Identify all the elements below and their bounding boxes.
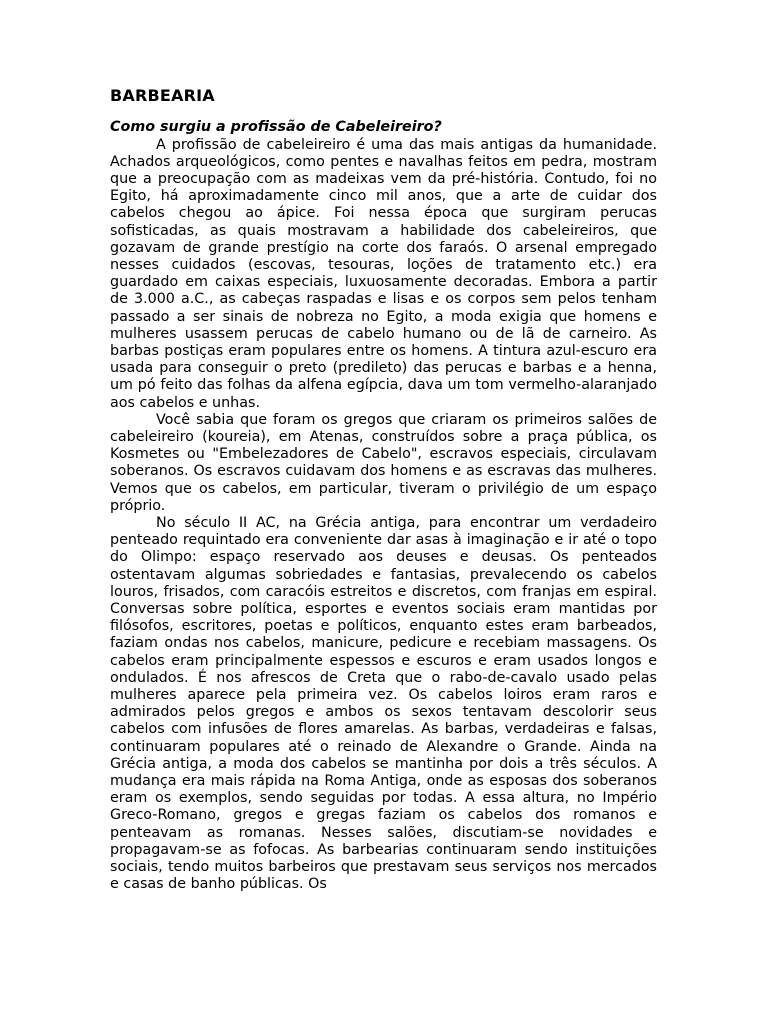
document-subtitle: Como surgiu a profissão de Cabeleireiro?: [110, 119, 442, 135]
paragraph-3: No século II AC, na Grécia antiga, para encontrar um verdadeiro penteado requintado era conveniente dar asas à imaginação e ir até o topo do Olimpo: espaço reservado aos deuses e deusas. Os penteados ostentavam algumas sobriedades e fantasias, prevalecendo os cabelos louros, frisados, com caracóis estreitos e discretos, com franjas em espiral. Conversas sobre política, esportes e eventos sociais eram mantidas por filósofos, escritores, poetas e políticos, enquanto estes eram barbeados, faziam ondas nos cabelos, manicure, pedicure e recebiam massagens. Os cabelos eram principalmente espessos e escuros e eram usados longos e ondulados. É nos afrescos de Creta que o rabo-de-cavalo usado pelas mulheres aparece pela primeira vez. Os cabelos loiros eram raros e admirados pelos gregos e ambos os sexos tentavam descolorir seus cabelos com infusões de flores amarelas. As barbas, verdadeiras e falsas, continuaram populares até o reinado de Alexandre o Grande. Ainda na Grécia antiga, a moda dos cabelos se mantinha por dois a três séculos. A mudança era mais rápida na Roma Antiga, onde as esposas dos soberanos eram os exemplos, sendo seguidas por todas. A essa altura, no Império Greco-Romano, gregos e gregas faziam os cabelos dos romanos e penteavam as romanas. Nesses salões, discutiam-se novidades e propagavam-se as fofocas. As barbearias continuaram sendo instituições sociais, tendo muitos barbeiros que prestavam seus serviços nos mercados e casas de banho públicas. Os: [110, 514, 657, 893]
document-title: BARBEARIA: [110, 86, 215, 105]
paragraph-2: Você sabia que foram os gregos que criaram os primeiros salões de cabeleireiro (koureia), em Atenas, construídos sobre a praça pública, os Kosmetes ou "Embelezadores de Cabelo", escravos especiais, circulavam soberanos. Os escravos cuidavam dos homens e as escravas das mulheres. Vemos que os cabelos, em particular, tiveram o privilégio de um espaço próprio.: [110, 411, 657, 514]
paragraph-1: A profissão de cabeleireiro é uma das mais antigas da humanidade. Achados arqueológicos, como pentes e navalhas feitos em pedra, mostram que a preocupação com as madeixas vem da pré-história. Contudo, foi no Egito, há aproximadamente cinco mil anos, que a arte de cuidar dos cabelos chegou ao ápice. Foi nessa época que surgiram perucas sofisticadas, as quais mostravam a habilidade dos cabeleireiros, que gozavam de grande prestígio na corte dos faraós. O arsenal empregado nesses cuidados (escovas, tesouras, loções de tratamento etc.) era guardado em caixas especiais, luxuosamente decoradas. Embora a partir de 3.000 a.C., as cabeças raspadas e lisas e os corpos sem pelos tenham passado a ser sinais de nobreza no Egito, a moda exigia que homens e mulheres usassem perucas de cabelo humano ou de lã de carneiro. As barbas postiças eram populares entre os homens. A tintura azul-escuro era usada para conseguir o preto (predileto) das perucas e barbas e a henna, um pó feito das folhas da alfena egípcia, dava um tom vermelho-alaranjado aos cabelos e unhas.: [110, 136, 657, 411]
document-page: [110, 86, 657, 893]
